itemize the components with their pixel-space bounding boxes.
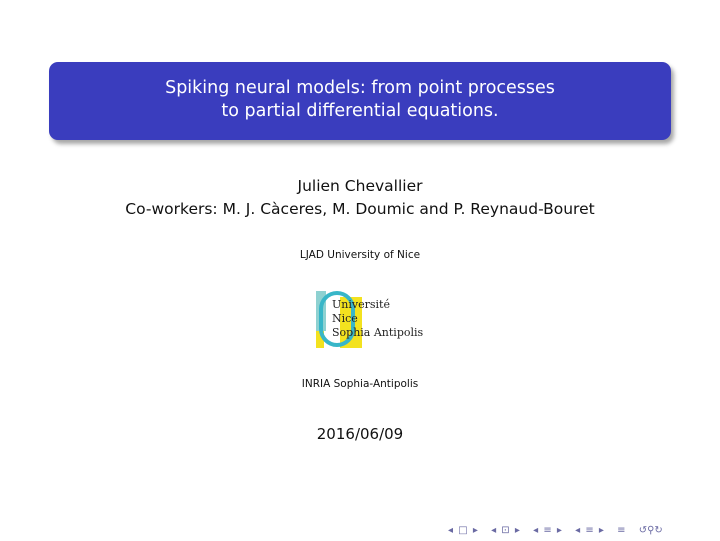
coworkers-line: Co-workers: M. J. Càceres, M. Doumic and P. Reynaud-Bouret (125, 200, 595, 218)
title-line-2: to partial differential equations. (221, 101, 499, 121)
section-icon[interactable]: ≡ (543, 525, 552, 536)
title-line-1: Spiking neural models: from point processes (165, 78, 555, 98)
prev-arrow-icon[interactable]: ◂ (533, 525, 539, 536)
next-arrow-icon[interactable]: ▸ (514, 525, 520, 536)
logo-text (332, 298, 423, 340)
prev-arrow-icon[interactable]: ◂ (448, 525, 454, 536)
subsection-icon[interactable]: ⊡ (501, 525, 510, 536)
logo-line-3: Sophia Antipolis (332, 326, 424, 339)
author-name: Julien Chevallier (297, 177, 423, 195)
logo-line-2: Nice (332, 312, 358, 325)
prev-arrow-icon[interactable]: ◂ (575, 525, 581, 536)
next-arrow-icon[interactable]: ▸ (472, 525, 478, 536)
frame-icon[interactable]: □ (458, 525, 468, 536)
align-icon[interactable]: ≡ (585, 525, 594, 536)
institution-ljad: LJAD University of Nice (299, 249, 421, 261)
university-logo (310, 291, 424, 349)
logo-line-1: Université (332, 298, 390, 311)
back-forward-icon[interactable]: ↺⚲↻ (638, 525, 663, 536)
prev-arrow-icon[interactable]: ◂ (491, 525, 497, 536)
institution-inria: INRIA Sophia-Antipolis (301, 378, 419, 390)
search-icon[interactable]: ≡ (617, 525, 626, 536)
presentation-date: 2016/06/09 (316, 425, 404, 443)
next-arrow-icon[interactable]: ▸ (598, 525, 604, 536)
beamer-navigation (448, 525, 665, 537)
next-arrow-icon[interactable]: ▸ (556, 525, 562, 536)
title-box (49, 62, 671, 140)
